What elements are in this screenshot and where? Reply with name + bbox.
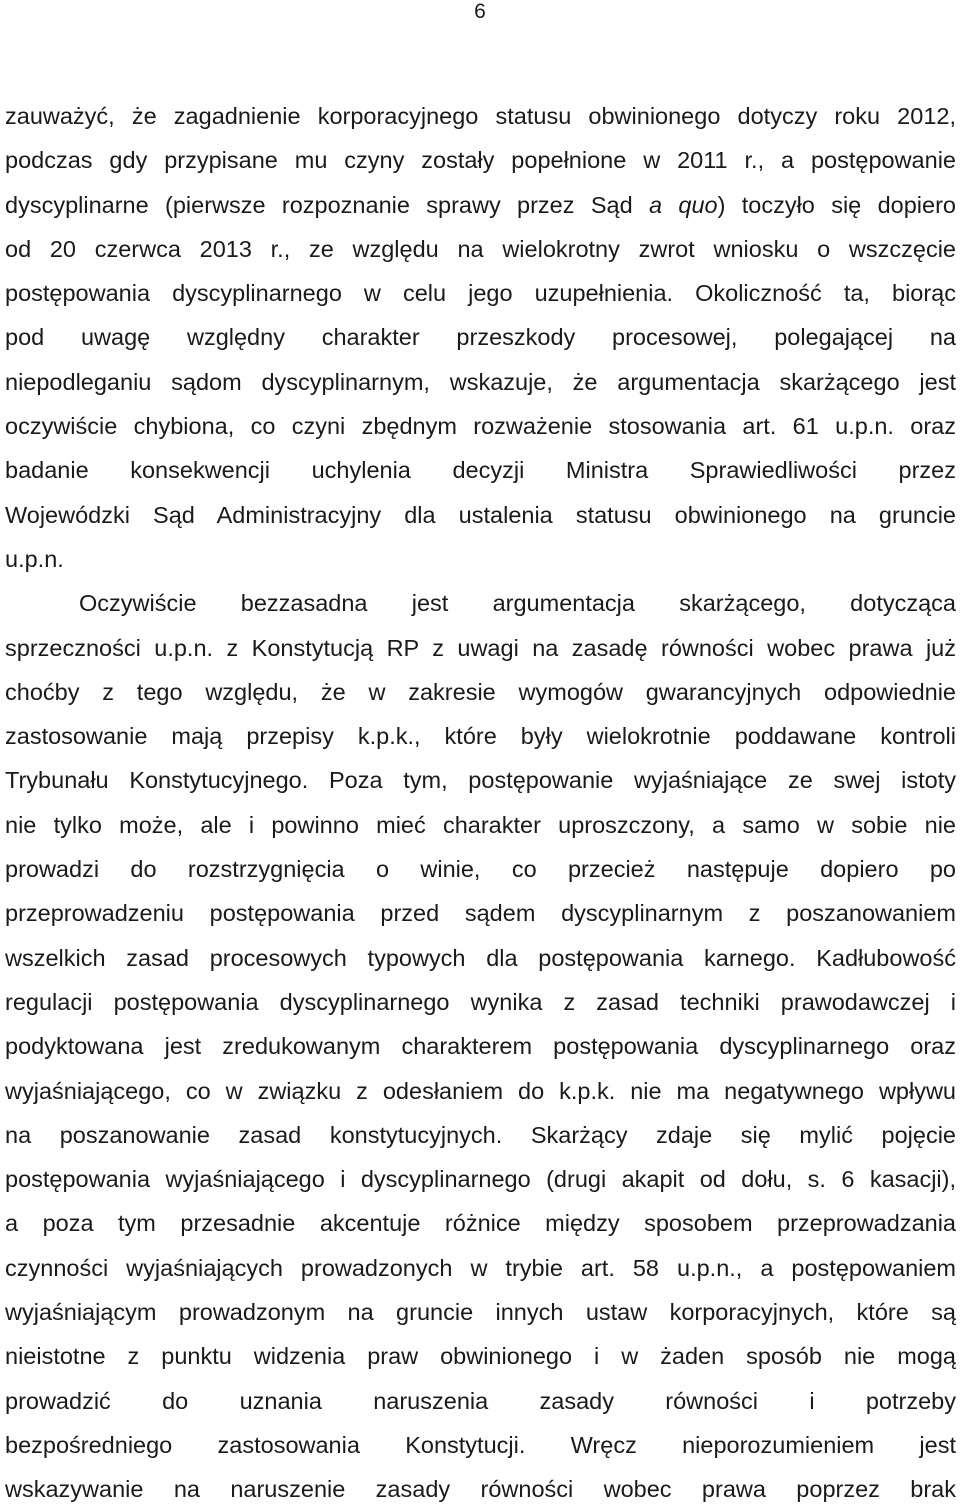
text-line: dyscyplinarne (pierwsze rozpoznanie sprawy przez Sąd a quo) toczyło się dopiero [5,191,956,218]
text-line: prowadzić do uznania naruszenia zasady równości i potrzeby [5,1387,956,1414]
text-line: zauważyć, że zagadnienie korporacyjnego statusu obwinionego dotyczy roku 2012, [5,103,956,129]
text-line: wszelkich zasad procesowych typowych dla postępowania karnego. Kadłubowość [5,944,956,971]
text-line: regulacji postępowania dyscyplinarnego wynika z zasad techniki prawodawczej i [5,988,956,1015]
text-line: na poszanowanie zasad konstytucyjnych. Skarżący zdaje się mylić pojęcie [5,1121,956,1148]
text-line: wyjaśniającego, co w związku z odesłaniem do k.p.k. nie ma negatywnego wpływu [5,1077,956,1104]
text-line: a poza tym przesadnie akcentuje różnice między sposobem przeprowadzania [5,1210,956,1237]
text-line: wyjaśniającym prowadzonym na gruncie innych ustaw korporacyjnych, które są [5,1299,956,1326]
text-line: nieistotne z punktu widzenia praw obwinionego i w żaden sposób nie mogą [5,1343,956,1370]
page-number: 6 [474,0,486,23]
text-line: prowadzi do rozstrzygnięcia o winie, co przecież następuje dopiero po [5,856,956,883]
text-line: zastosowanie mają przepisy k.p.k., które były wielokrotnie poddawane kontroli [5,723,956,750]
text-line: Oczywiście bezzasadna jest argumentacja skarżącego, dotycząca [79,590,956,617]
text-line: u.p.n. [5,545,64,572]
text-line: Trybunału Konstytucyjnego. Poza tym, postępowanie wyjaśniające ze swej istoty [5,767,956,794]
text-line: czynności wyjaśniających prowadzonych w trybie art. 58 u.p.n., a postępowaniem [5,1254,956,1281]
text-line: postępowania dyscyplinarnego w celu jego uzupełnienia. Okoliczność ta, biorąc [5,280,956,307]
text-line: podczas gdy przypisane mu czyny zostały popełnione w 2011 r., a postępowanie [5,147,956,174]
text-line: podyktowana jest zredukowanym charakterem postępowania dyscyplinarnego oraz [5,1033,956,1060]
text-line: postępowania wyjaśniającego i dyscyplinarnego (drugi akapit od dołu, s. 6 kasacji), [5,1166,956,1193]
text-line: przeprowadzeniu postępowania przed sądem dyscyplinarnym z poszanowaniem [5,900,956,927]
text-line: od 20 czerwca 2013 r., ze względu na wielokrotny zwrot wniosku o wszczęcie [5,235,956,262]
paragraph-2 [5,581,956,1511]
text-line: oczywiście chybiona, co czyni zbędnym rozważenie stosowania art. 61 u.p.n. oraz [5,413,956,440]
text-line: niepodleganiu sądom dyscyplinarnym, wskazuje, że argumentacja skarżącego jest [5,368,956,395]
text-line: pod uwagę względny charakter przeszkody procesowej, polegającej na [5,324,956,351]
text-line: Wojewódzki Sąd Administracyjny dla ustalenia statusu obwinionego na gruncie [5,501,956,528]
text-line: bezpośredniego zastosowania Konstytucji. Wręcz nieporozumieniem jest [5,1431,956,1458]
text-line: badanie konsekwencji uchylenia decyzji Ministra Sprawiedliwości przez [5,457,956,484]
text-line: wskazywanie na naruszenie zasady równości wobec prawa poprzez brak [5,1476,956,1503]
paragraph-1 [5,94,956,581]
text-line: sprzeczności u.p.n. z Konstytucją RP z uwagi na zasadę równości wobec prawa już [5,634,956,661]
latin-phrase: a quo [648,191,718,218]
text-line: nie tylko może, ale i powinno mieć charakter uproszczony, a samo w sobie nie [5,811,956,838]
text-line: choćby z tego względu, że w zakresie wymogów gwarancyjnych odpowiednie [5,678,956,705]
document-body [5,94,956,1512]
